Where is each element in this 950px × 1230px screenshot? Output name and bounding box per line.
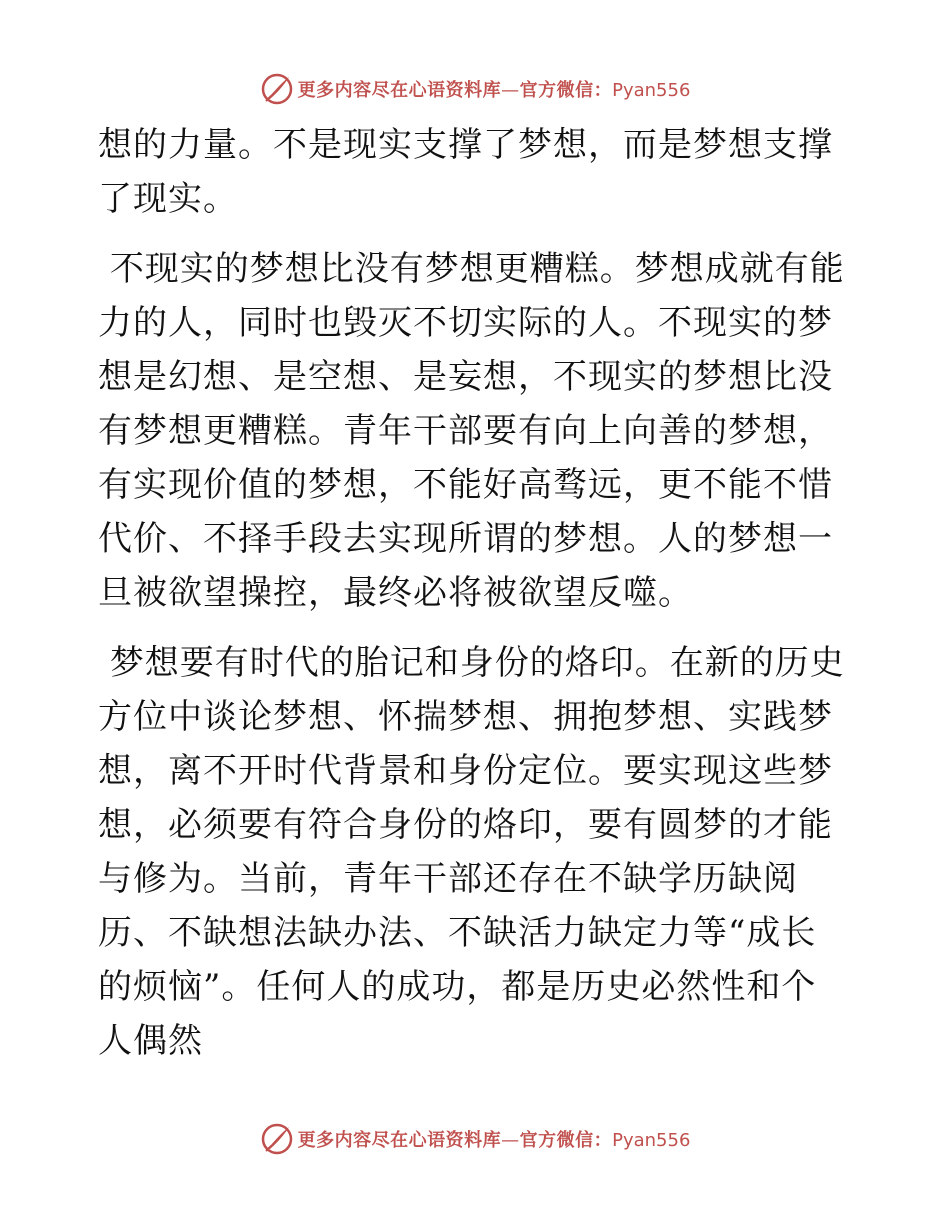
header-banner-text (298, 76, 691, 102)
footer-banner (0, 1122, 950, 1156)
red-quill-logo-icon (260, 1122, 294, 1156)
banner-dash: — (501, 80, 520, 101)
red-quill-logo-icon (260, 72, 294, 106)
paragraph-1: 想的力量。不是现实支撑了梦想，而是梦想支撑了现实。 (98, 125, 833, 219)
banner-wechat-label: 官方微信： (519, 80, 613, 101)
banner-dash: — (501, 1130, 520, 1151)
banner-site-name: 更多内容尽在心语资料库 (297, 80, 502, 101)
banner-site-name: 更多内容尽在心语资料库 (297, 1130, 502, 1151)
banner-wechat-label: 官方微信： (519, 1130, 613, 1151)
document-body (98, 118, 850, 1068)
footer-banner-text (298, 1126, 691, 1152)
paragraph-2: 不现实的梦想比没有梦想更糟糕。梦想成就有能力的人，同时也毁灭不切实际的人。不现实的梦想是幻想、是空想、是妄想，不现实的梦想比没有梦想更糟糕。青年干部要有向上向善的梦想，有实现价值的梦想，不能好高骛远，更不能不惜代价、不择手段去实现所谓的梦想。人的梦想一旦被欲望操控，最终必将被欲望反噬。 (98, 249, 845, 613)
banner-wechat-id: Pyan556 (612, 80, 691, 101)
paragraph-3: 梦想要有时代的胎记和身份的烙印。在新的历史方位中谈论梦想、怀揣梦想、拥抱梦想、实践梦想，离不开时代背景和身份定位。要实现这些梦想，必须要有符合身份的烙印，要有圆梦的才能与修为。当前，青年干部还存在不缺学历缺阅历、不缺想法缺办法、不缺活力缺定力等“成长的烦恼”。任何人的成功，都是历史必然性和个人偶然 (98, 643, 845, 1061)
header-banner (0, 72, 950, 106)
banner-wechat-id: Pyan556 (612, 1130, 691, 1151)
